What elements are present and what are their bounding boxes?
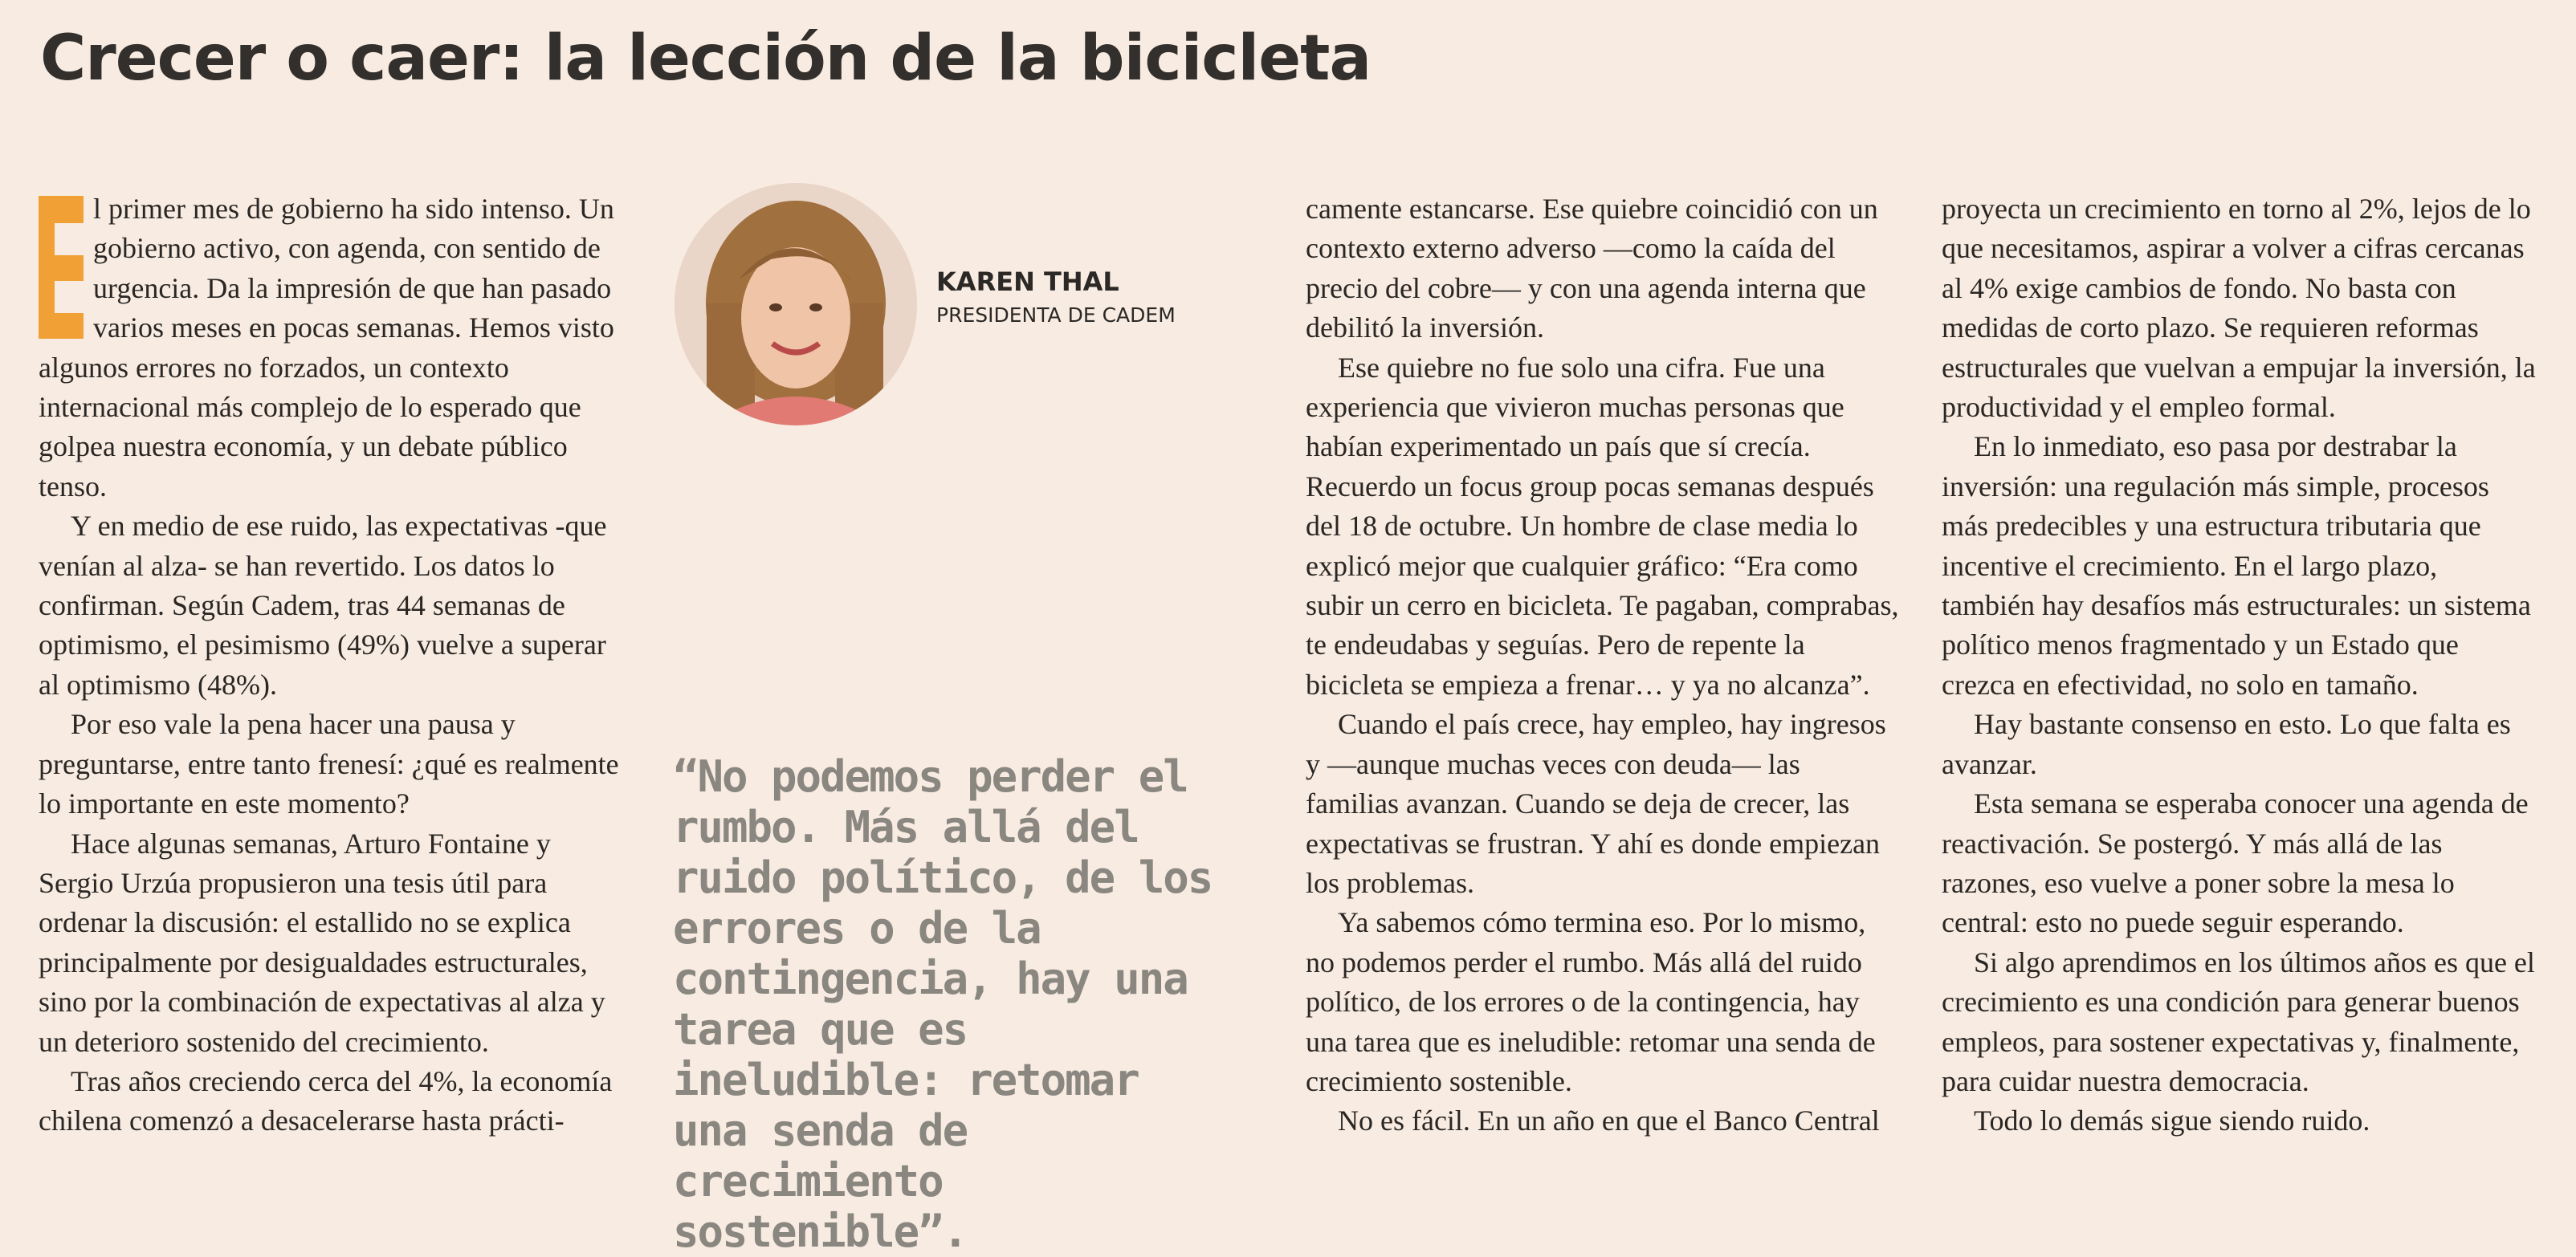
paragraph: Por eso vale la pena hacer una pausa y preguntarse, entre tanto frenesí: ¿qué es realmente lo importante en este momento? [39,708,619,820]
author-role: PRESIDENTA DE CADEM [936,303,1176,327]
author-portrait-image [675,183,917,425]
paragraph: Todo lo demás sigue siendo ruido. [1974,1104,2370,1137]
headline: Crecer o caer: la lección de la bicicleta [40,22,1372,95]
paragraph: Hay bastante consenso en esto. Lo que falta es avanzar. [1942,708,2511,780]
paragraph: proyecta un crecimiento en torno al 2%, lejos de lo que necesitamos, aspirar a volver a cifras cercanas al 4% exige cambios de fondo. No basta con medidas de corto plazo. Se requieren reformas estructurales que vuelvan a empujar la inversión, la productividad y el empleo formal. [1942,193,2536,424]
paragraph: camente estancarse. Ese quiebre coincidió con un contexto externo adverso —como la caída del precio del cobre— y con una agenda interna que debilitó la inversión. [1306,193,1878,344]
paragraph: Ese quiebre no fue solo una cifra. Fue una experiencia que vivieron muchas personas que habían experimentado un país que sí crecía. Recuerdo un focus group pocas semanas después del 18 de octubre. Un hombre de clase media lo explicó mejor que cualquier gráfico: “Era como subir un cerro en bicicleta. Te pagaban, comprabas, te endeudabas y seguías. Pero de repente la bicicleta se empieza a frenar… y ya no alcanza”. [1306,351,1899,701]
paragraph: Esta semana se esperaba conocer una agenda de reactivación. Se postergó. Y más allá de las razones, eso vuelve a poner sobre la mesa lo central: esto no puede seguir esperando. [1942,787,2529,939]
paragraph: Hace algunas semanas, Arturo Fontaine y Sergio Urzúa propusieron una tesis útil para ordenar la discusión: el estallido no se explica principalmente por desigualdades estructurales, sino por la combinación de expectativas al alza y un deterioro sostenido del crecimiento. [39,827,605,1058]
author-name: KAREN THAL [936,266,1119,297]
paragraph: Y en medio de ese ruido, las expectativas -que venían al alza- se han revertido. Los datos lo confirman. Según Cadem, tras 44 semanas de optimismo, el pesimismo (49%) vuelve a superar al optimismo (48%). [39,510,607,701]
paragraph: En lo inmediato, eso pasa por destrabar la inversión: una regulación más simple, procesos más predecibles y una estructura tributaria que incentive el crecimiento. En el largo plazo, también hay desafíos más estructurales: un sistema político menos fragmentado y un Estado que crezca en efectividad, no solo en tamaño. [1942,430,2531,701]
author-photo [675,183,917,425]
paragraph: l primer mes de gobierno ha sido intenso. Un gobierno activo, con agenda, con sentido de urgencia. Da la impresión de que han pasado varios meses en pocas semanas. Hemos visto algunos errores no forzados, un contexto internacional más complejo de lo esperado que golpea nuestra economía, y un debate público tenso. [39,193,614,502]
paragraph: Tras años creciendo cerca del 4%, la economía chilena comenzó a desacelerarse hasta prácti- [39,1064,613,1137]
pull-quote: “No podemos perder el rumbo. Más allá del ruido político, de los errores o de la contingencia, hay una tarea que es ineludible: retomar una senda de crecimiento sostenible”. [673,751,1213,1257]
paragraph: Cuando el país crece, hay empleo, hay ingresos y —aunque muchas veces con deuda— las familias avanzan. Cuando se deja de crecer, las expectativas se frustran. Y ahí es donde empiezan los problemas. [1306,708,1886,899]
article-column-3 [1942,189,2536,1141]
drop-cap-e-glyph [39,196,84,339]
paragraph: Ya sabemos cómo termina eso. Por lo mismo, no podemos perder el rumbo. Más allá del ruido político, de los errores o de la contingencia, hay una tarea que es ineludible: retomar una senda de crecimiento sostenible. [1306,906,1876,1097]
article-column-2 [1306,189,1900,1141]
paragraph: Si algo aprendimos en los últimos años es que el crecimiento es una condición para generar buenos empleos, para sostener expectativas y, finalmente, para cuidar nuestra democracia. [1942,946,2535,1097]
paragraph: No es fácil. En un año en que el Banco Central [1338,1104,1880,1137]
article-column-1 [39,189,633,1141]
drop-cap [39,196,84,339]
